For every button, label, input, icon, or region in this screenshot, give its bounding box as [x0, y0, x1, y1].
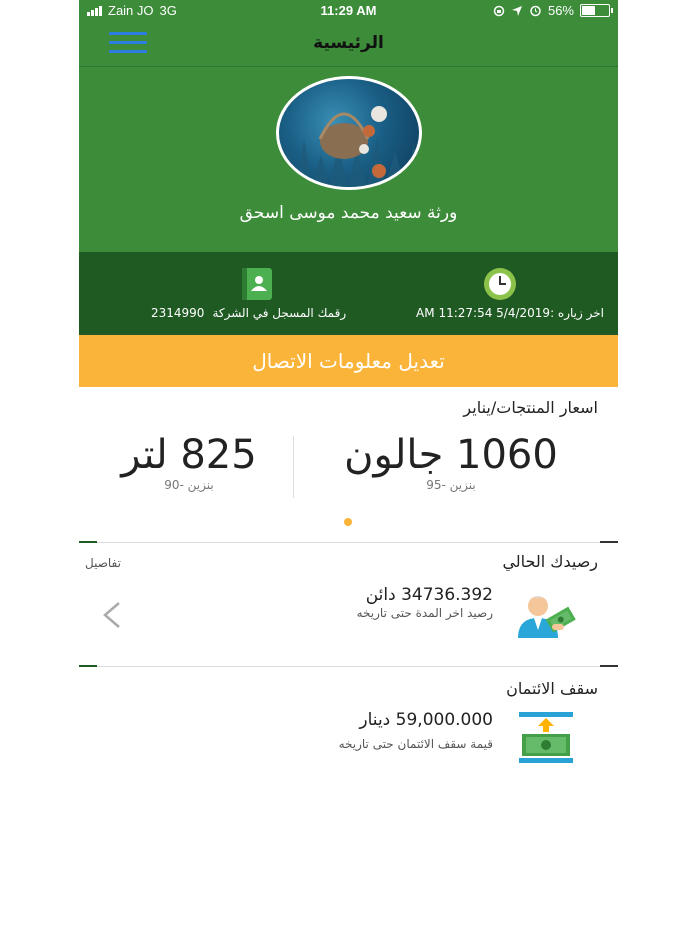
status-bar: [79, 0, 618, 22]
edit-contact-button[interactable]: تعديل معلومات الاتصال: [79, 335, 618, 387]
divider: [79, 666, 618, 667]
credit-limit-icon: [516, 712, 576, 764]
last-visit: اخر زياره :5/4/2019 11:27:54 AM: [416, 306, 604, 320]
customer-name: ورثة سعيد محمد موسى اسحق: [239, 203, 458, 223]
price-value: 825 لتر: [121, 432, 257, 478]
registration-number: 2314990: [151, 306, 205, 320]
clock-icon: [483, 267, 517, 301]
status-time: 11:29 AM: [320, 3, 377, 18]
price-divider: [293, 436, 294, 498]
contact-card-icon: [240, 267, 274, 301]
profile-header: [79, 67, 618, 252]
prices-title: اسعار المنتجات/يناير: [463, 398, 598, 417]
page-title: الرئيسية: [313, 33, 384, 53]
price-label: بنزين -90: [164, 478, 214, 492]
battery-icon: [580, 4, 610, 17]
battery-percent: 56%: [547, 3, 574, 18]
network-type: 3G: [159, 3, 177, 18]
balance-title: رصيدك الحالي: [502, 552, 598, 571]
person-money-icon: [516, 590, 576, 640]
credit-caption: قيمة سقف الائتمان حتى تاريخه: [338, 737, 493, 751]
nav-bar: [79, 22, 618, 67]
carrier-name: Zain JO: [108, 3, 154, 18]
divider: [79, 542, 618, 543]
credit-title: سقف الائتمان: [506, 679, 598, 698]
registration-label: رقمك المسجل في الشركة: [212, 306, 347, 320]
location-icon: [511, 5, 523, 17]
chevron-left-icon[interactable]: [99, 600, 123, 630]
credit-amount: 59,000.000 دينار: [359, 710, 493, 730]
page-indicator-dot[interactable]: [344, 518, 352, 526]
app-screen: [79, 0, 618, 934]
avatar: [276, 76, 422, 190]
balance-amount: 34736.392 دائن: [365, 585, 493, 605]
price-value: 1060 جالون: [344, 432, 558, 478]
price-item: [311, 432, 591, 492]
alarm-icon: [529, 4, 542, 17]
lock-rotation-icon: [493, 5, 505, 17]
balance-caption: رصيد اخر المدة حتى تاريخه: [356, 606, 493, 620]
details-link[interactable]: تفاصيل: [85, 556, 121, 570]
registration-info: [151, 306, 346, 320]
account-info-bar: [79, 252, 618, 335]
price-item: [89, 432, 289, 492]
price-label: بنزين -95: [426, 478, 476, 492]
